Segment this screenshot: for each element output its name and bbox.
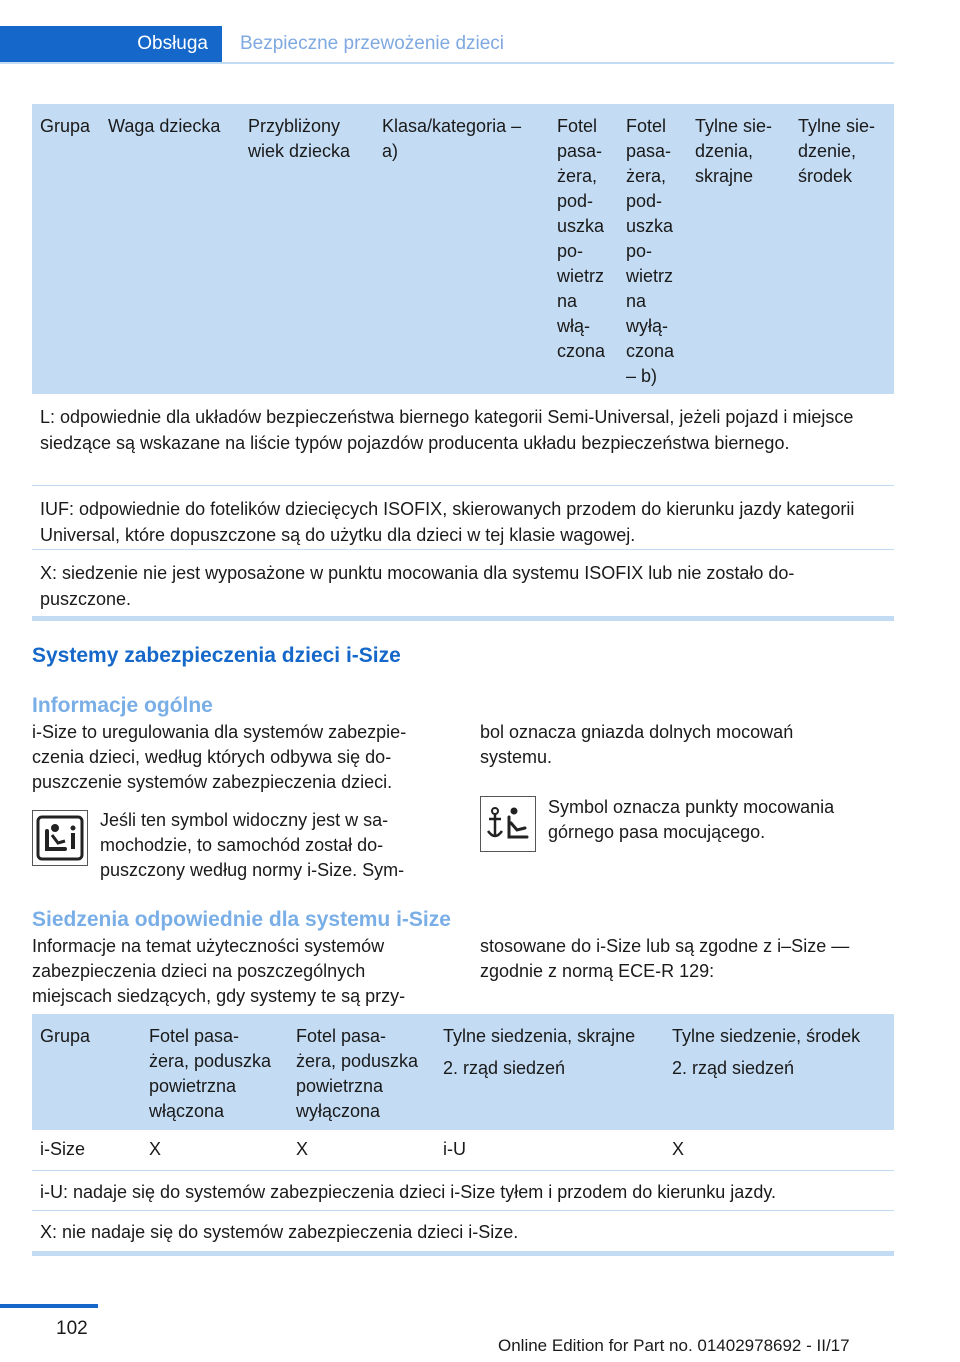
th-grupa: Grupa (40, 116, 91, 136)
table2-end-bar (32, 1251, 894, 1256)
isize-icon (32, 810, 88, 866)
th2-skrajne-row: 2. rząd siedzeń (443, 1058, 566, 1078)
th-tylne-srodek: Tylne sie- dzenie, środek (798, 116, 876, 186)
table-end-bar (32, 616, 894, 621)
subheading-suitable-seats: Siedzenia odpowiednie dla systemu i-Size (32, 908, 451, 931)
intro-paragraph: i-Size to uregulowania dla systemów zabezpie- czenia dzieci, według których odbywa się do- puszczenie systemów zabezpieczenia dzieci. (32, 722, 407, 792)
th2-fotel-wlaczona: Fotel pasa- żera, poduszka powietrzna włączona (149, 1026, 272, 1121)
section-title: Systemy zabezpieczenia dzieci i-Size (32, 644, 401, 667)
anchor-seat-icon (481, 797, 535, 851)
th-fotel-wylaczona: Fotel pasa- żera, pod- uszka po- wietrz na wyłą- czona – b) (626, 116, 675, 386)
th-wiek: Przybliżony wiek dziecka (248, 116, 351, 161)
cell-fotel-wlaczona: X (149, 1139, 162, 1159)
table-row (32, 1130, 894, 1171)
note-IUF: IUF: odpowiednie do fotelików dziecięcych ISOFIX, skierowanych przodem do kierunku jazdy kategorii Universal, które dopuszczone są do użytku dla dzieci w tej klasie wagowej. (32, 486, 894, 550)
note-iU: i-U: nadaje się do systemów zabezpieczenia dzieci i-Size tyłem i przodem do kierunku jazdy. (32, 1171, 894, 1211)
th-tylne-skrajne: Tylne sie- dzenia, skrajne (695, 116, 773, 186)
child-seat-isize-icon (33, 811, 87, 865)
th-fotel-wlaczona: Fotel pasa- żera, pod- uszka po- wietrz na włą- czona (557, 116, 606, 361)
th2-srodek-row: 2. rząd siedzeń (672, 1058, 795, 1078)
footer-bar (0, 1304, 98, 1308)
cell-tylne-skrajne: i-U (443, 1139, 466, 1159)
isize-icon-text: Jeśli ten symbol widoczny jest w sa- mochodzie, to samochód został do- puszczony według normy i-Size. Sym- (100, 810, 405, 880)
note-X: X: siedzenie nie jest wyposażone w punktu mocowania dla systemu ISOFIX lub nie zostało do- puszczone. (40, 563, 795, 609)
cell-tylne-srodek: X (672, 1139, 685, 1159)
th2-fotel-wylaczona: Fotel pasa- żera, poduszka powietrzna wyłączona (296, 1026, 419, 1121)
cell-grupa: i-Size (40, 1139, 86, 1159)
page-header (0, 26, 894, 64)
cell-fotel-wylaczona: X (296, 1139, 309, 1159)
page-number: 102 (56, 1318, 88, 1339)
tab-section-title: Bezpieczne przewożenie dzieci (240, 33, 505, 54)
suitable-intro-right: stosowane do i-Size lub są zgodne z i–Size — zgodnie z normą ECE-R 129: (480, 936, 850, 981)
isize-table (32, 1014, 894, 1256)
note-L: L: odpowiednie dla układów bezpieczeństwa biernego kategorii Semi-Universal, jeżeli pojazd i miejsce siedzące są wskazane na liście typów pojazdów producenta układu bezpieczeństwa biernego. (32, 394, 894, 486)
tab-obsluga: Obsługa (0, 26, 222, 62)
edition-text: Online Edition for Part no. 01402978692 - II/17 (498, 1336, 850, 1355)
group-table (32, 104, 894, 621)
isize-table-header (32, 1014, 894, 1130)
suitable-intro-left: Informacje na temat użyteczności systemów zabezpieczenia dzieci na poszczególnych miejscach siedzących, gdy systemy te są przy- (32, 936, 406, 1006)
th2-tylne-skrajne: Tylne siedzenia, skrajne (443, 1026, 636, 1046)
subheading-general: Informacje ogólne (32, 694, 213, 717)
group-table-header (32, 104, 894, 394)
th2-grupa: Grupa (40, 1026, 91, 1046)
tether-icon-text: Symbol oznacza punkty mocowania górnego pasa mocującego. (548, 797, 835, 842)
right-paragraph: bol oznacza gniazda dolnych mocowań systemu. (480, 722, 794, 767)
note-X2: X: nie nadaje się do systemów zabezpieczenia dzieci i-Size. (40, 1222, 519, 1242)
th2-tylne-srodek: Tylne siedzenie, środek (672, 1026, 861, 1046)
top-tether-icon (480, 796, 536, 852)
th-klasa: Klasa/kategoria – a) (382, 116, 522, 161)
th-waga: Waga dziecka (108, 116, 221, 136)
